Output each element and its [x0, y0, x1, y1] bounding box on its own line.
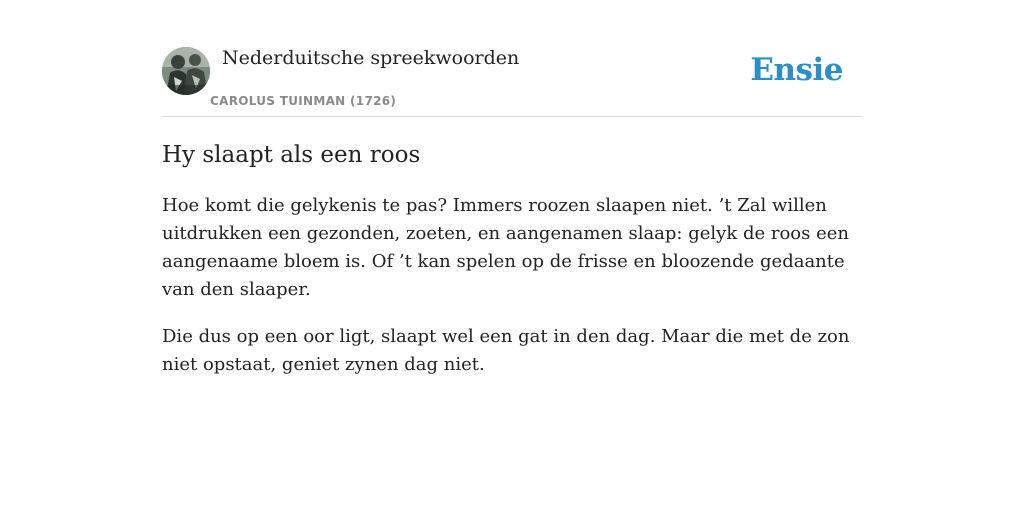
- entry-title: Hy slaapt als een roos: [162, 142, 421, 168]
- entry-header: [162, 46, 862, 117]
- site-logo[interactable]: Ensie: [750, 52, 843, 88]
- entry-paragraph: Die dus op een oor ligt, slaapt wel een gat in den dag. Maar die met de zon niet opstaat, geniet zynen dag niet.: [162, 326, 850, 375]
- entry-body: [162, 192, 862, 398]
- author-name[interactable]: CAROLUS TUINMAN (1726): [210, 94, 397, 108]
- entry-paragraph: Hoe komt die gelykenis te pas? Immers roozen slaapen niet. ’t Zal willen uitdrukken een gezonden, zoeten, en aangenamen slaap: gelyk de roos een aangenaame bloem is. Of ’t kan spelen op de frisse en bloozende gedaante van den slaaper.: [162, 195, 849, 300]
- avatar-image: [162, 47, 210, 95]
- book-title[interactable]: Nederduitsche spreekwoorden: [222, 47, 520, 69]
- author-portrait-icon[interactable]: [162, 47, 210, 95]
